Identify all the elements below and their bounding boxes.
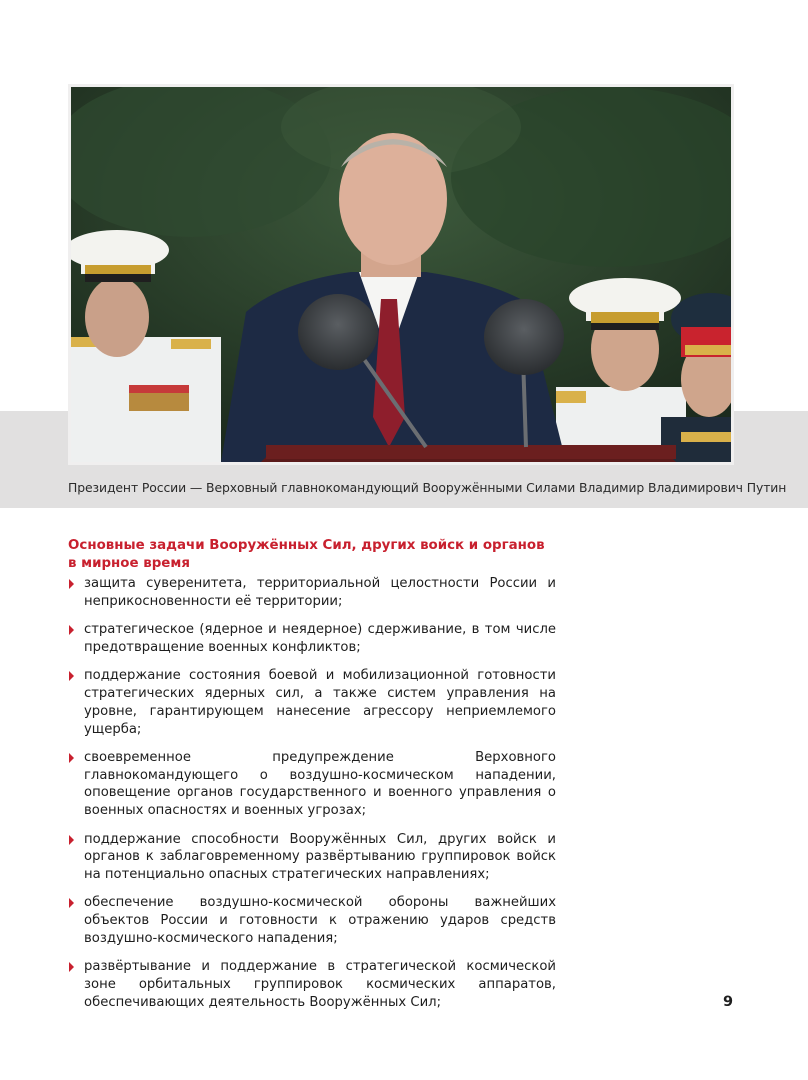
bullet-icon	[69, 579, 74, 589]
task-list	[68, 575, 556, 1022]
list-item-text: защита суверенитета, территориальной целостности России и неприкосновенности её территории;	[84, 576, 556, 609]
list-item-text: поддержание состояния боевой и мобилизационной готовности стратегических ядерных сил, а также систем управления на уровне, гарантирующем нанесение агрессору неприемлемого ущерба;	[84, 668, 556, 737]
list-item-text: развёртывание и поддержание в стратегической космической зоне орбитальных группировок космических аппаратов, обеспечивающих деятельность Вооружённых Сил;	[84, 959, 556, 1010]
photo-frame	[68, 84, 734, 465]
section-title-line2: в мирное время	[68, 556, 190, 571]
bullet-icon	[69, 898, 74, 908]
list-item	[68, 621, 556, 657]
photo-illustration	[71, 87, 731, 462]
list-item-text: своевременное предупреждение Верховного главнокомандующего о воздушно-космическом нападении, оповещение органов государственного и военного управления о военных опасностях и военных угрозах;	[84, 749, 556, 819]
list-item	[68, 667, 556, 738]
list-item	[68, 894, 556, 947]
list-item-text: стратегическое (ядерное и неядерное) сдерживание, в том числе предотвращение военных конфликтов;	[84, 622, 556, 655]
bullet-icon	[69, 835, 74, 845]
page-number: 9	[723, 994, 734, 1010]
section-title-line1: Основные задачи Вооружённых Сил, других войск и органов	[68, 538, 545, 553]
list-item	[68, 958, 556, 1011]
list-item	[68, 575, 556, 611]
bullet-icon	[69, 671, 74, 681]
section-title	[68, 537, 568, 573]
bullet-icon	[69, 753, 74, 763]
list-item-text: обеспечение воздушно-космической обороны важнейших объектов России и готовности к отражению ударов средств воздушно-космического нападения;	[84, 895, 556, 947]
list-item-text: поддержание способности Вооружённых Сил, других войск и органов к заблаговременному развёртыванию группировок войск на потенциально опасных стратегических направлениях;	[84, 831, 556, 883]
photo-caption: Президент России — Верховный главнокомандующий Вооружёнными Силами Владимир Владимирович Путин	[68, 480, 787, 495]
bullet-icon	[69, 625, 74, 635]
president-photo	[71, 87, 731, 462]
list-item	[68, 749, 556, 820]
list-item	[68, 831, 556, 884]
bullet-icon	[69, 962, 74, 972]
